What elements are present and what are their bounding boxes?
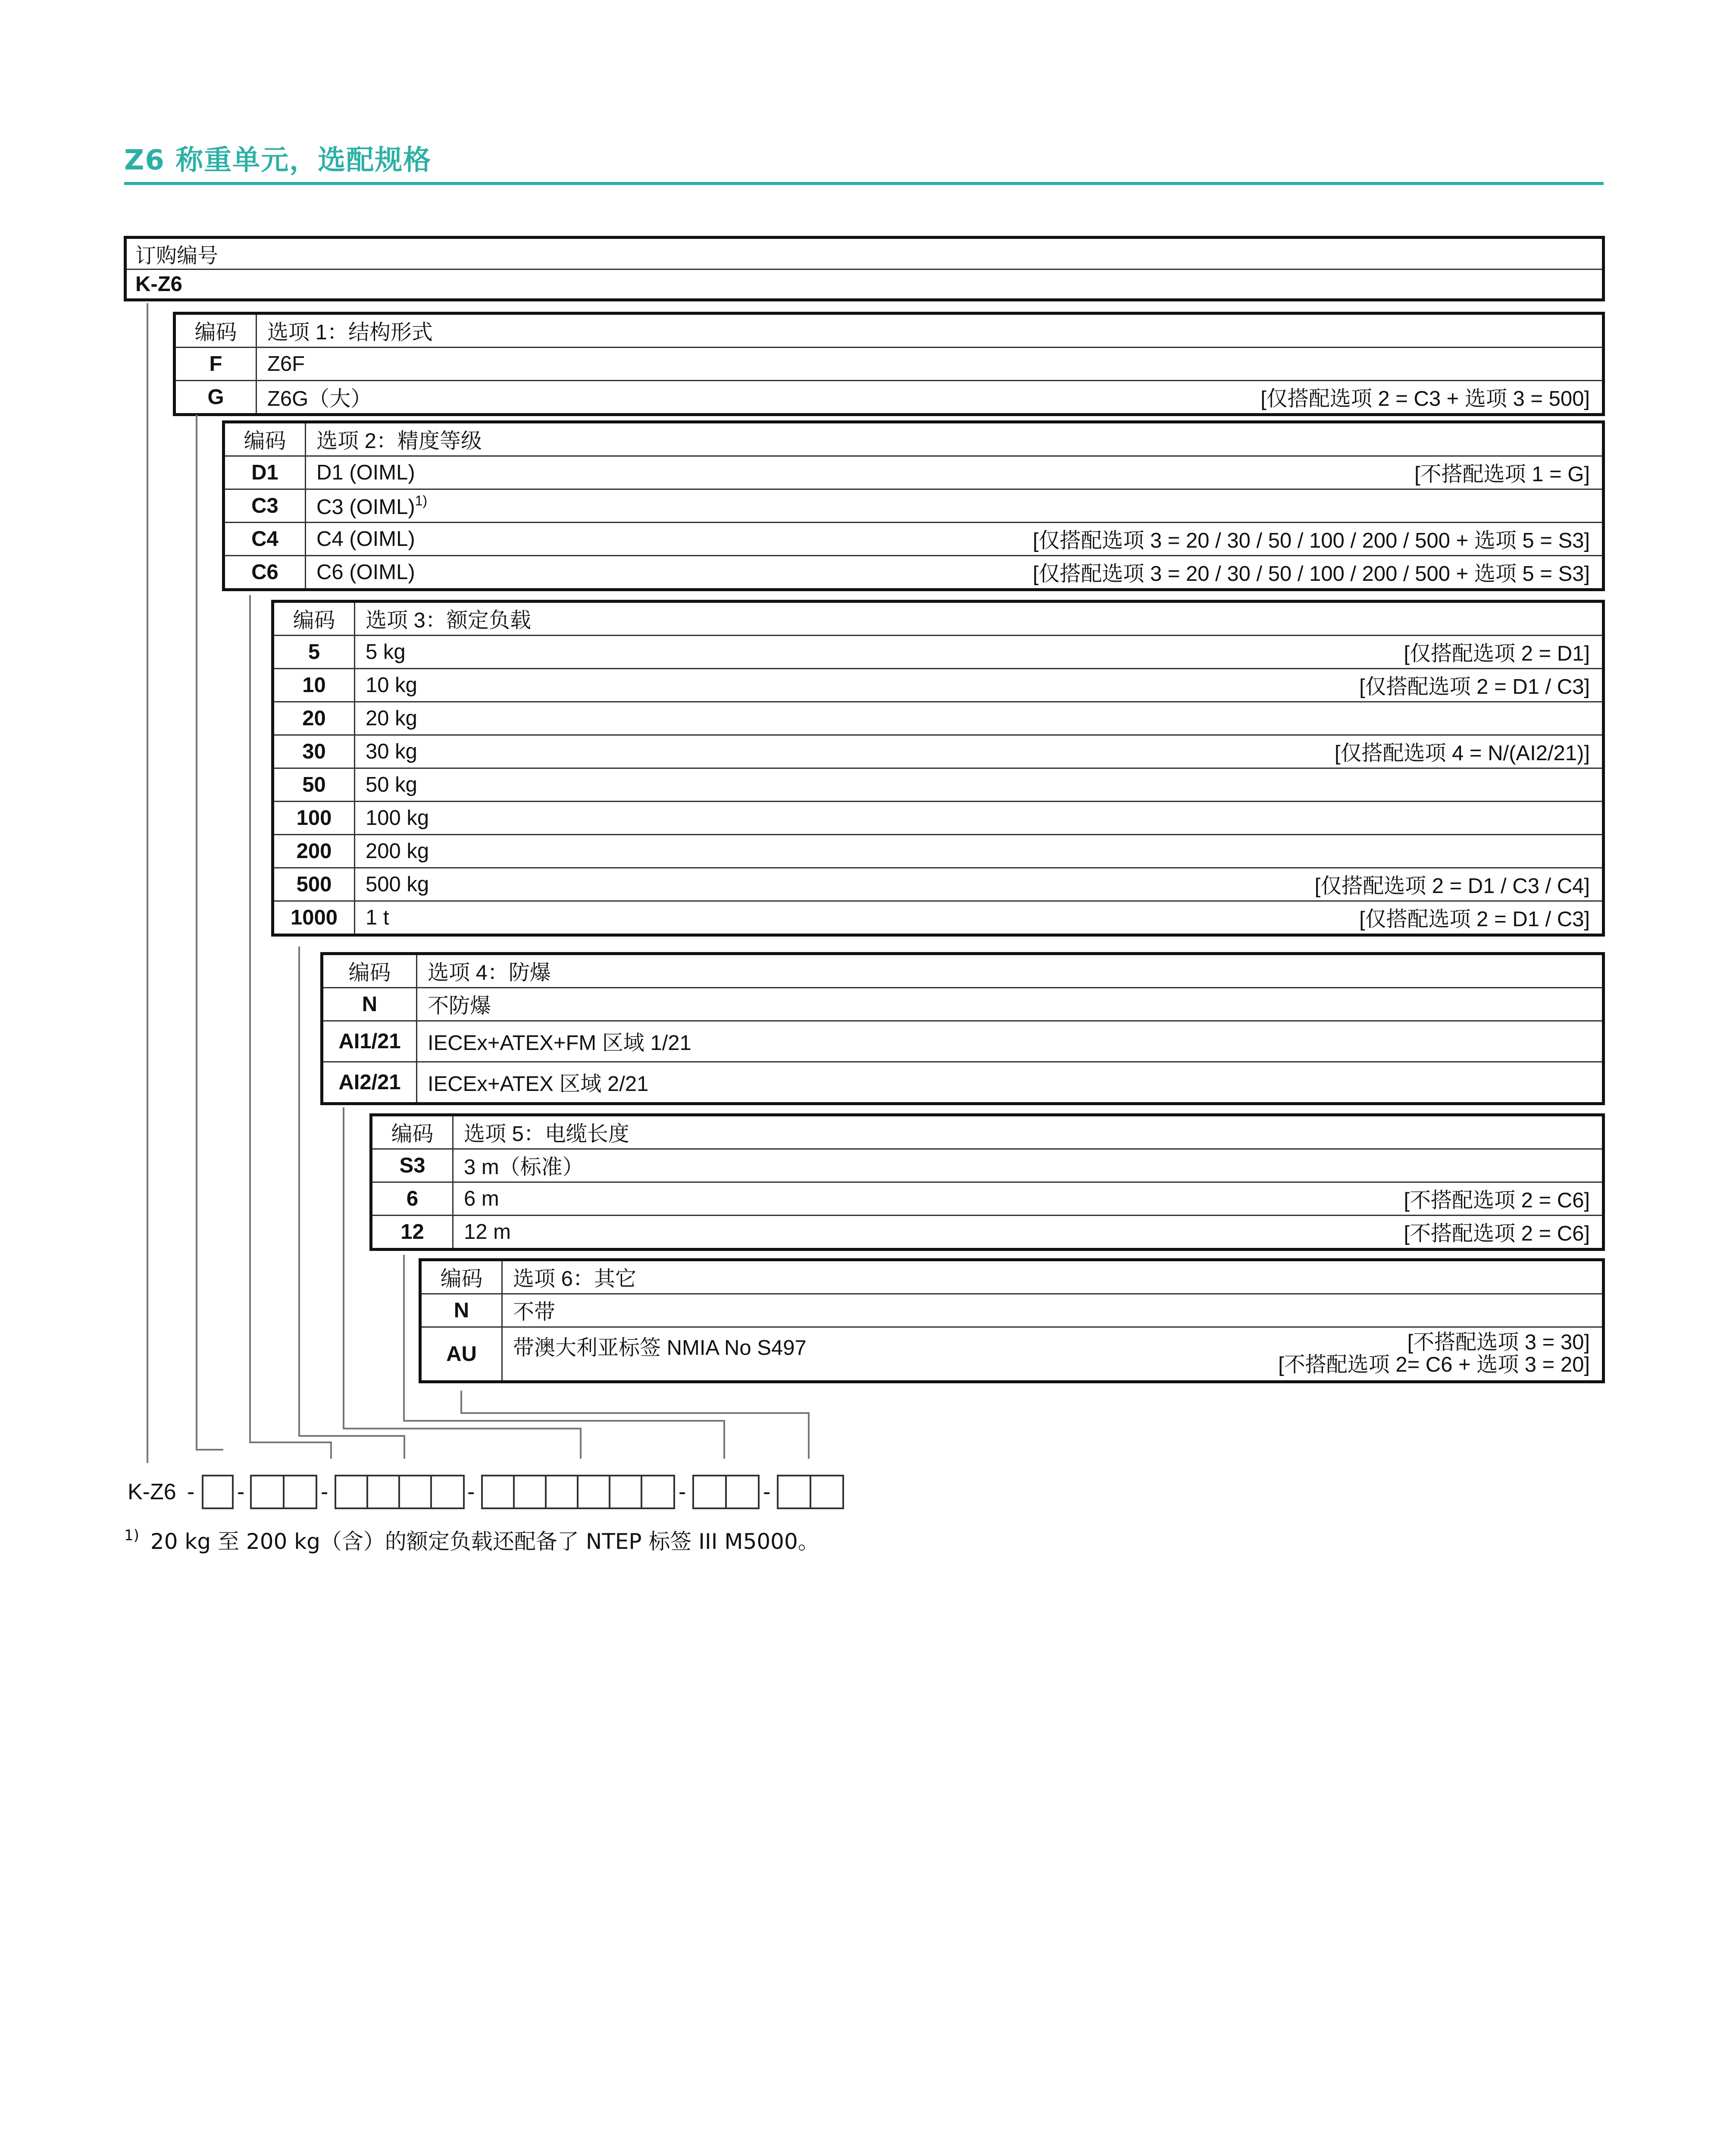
option-desc: 500 kg [366, 873, 429, 896]
option-note: [不搭配选项 1 = G] [1414, 463, 1590, 486]
option-note: [仅搭配选项 4 = N/(AI2/21)] [1334, 742, 1590, 765]
option-note: [仅搭配选项 2 = C3 + 选项 3 = 500] [1261, 387, 1590, 411]
code-entry-box[interactable] [577, 1475, 610, 1509]
code-separator: - [237, 1479, 245, 1504]
option-code: C6 [224, 556, 306, 590]
option-code: AU [420, 1327, 502, 1382]
connector-line [723, 1420, 725, 1459]
option-code: 12 [371, 1216, 453, 1250]
option-desc: 12 m [464, 1220, 511, 1244]
option-desc: 3 m（标准） [464, 1156, 584, 1179]
code-separator: - [467, 1479, 475, 1504]
footnote-mark: 1) [124, 1527, 139, 1544]
option-4-table [320, 952, 1605, 1105]
code-entry-box[interactable] [398, 1475, 432, 1509]
option-desc: D1 (OIML) [316, 461, 415, 484]
option-title: 选项 6：其它 [513, 1267, 636, 1291]
option-1-table [173, 312, 1605, 416]
code-entry-box[interactable] [366, 1475, 400, 1509]
option-desc: 30 kg [366, 740, 417, 763]
option-code: G [175, 381, 256, 415]
option-note: [仅搭配选项 2 = D1 / C3] [1359, 908, 1590, 931]
code-entry-box[interactable] [609, 1475, 642, 1509]
option-5-table [369, 1113, 1605, 1251]
option-note: [不搭配选项 3 = 30] [1407, 1331, 1590, 1354]
connector-line [147, 303, 148, 1463]
option-code: N [420, 1294, 502, 1327]
code-entry-box[interactable] [513, 1475, 547, 1509]
connector-line [249, 595, 251, 1442]
code-entry-box[interactable] [250, 1475, 285, 1509]
connector-line [404, 1435, 405, 1459]
option-2-table [222, 420, 1605, 591]
code-entry-box[interactable] [481, 1475, 515, 1509]
option-title: 选项 3：额定负载 [366, 609, 531, 632]
code-separator: - [763, 1479, 771, 1504]
code-entry-box[interactable] [430, 1475, 465, 1509]
option-desc: 不防爆 [428, 994, 491, 1018]
footnote-ref: 1) [415, 492, 428, 508]
option-desc: IECEx+ATEX 区域 2/21 [428, 1072, 649, 1096]
option-title: 选项 4：防爆 [428, 961, 551, 984]
connector-line [460, 1391, 462, 1413]
footnote-text: 20 kg 至 200 kg（含）的额定负载还配备了 NTEP 标签 III M5000。 [150, 1529, 820, 1554]
option-note-group [1278, 1331, 1590, 1376]
code-line-prefix: K-Z6 [128, 1479, 176, 1504]
code-header: 编码 [371, 1115, 453, 1149]
code-header: 编码 [224, 422, 306, 456]
option-code: C4 [224, 523, 306, 556]
option-3-table [271, 600, 1605, 937]
option-note: [不搭配选项 2 = C6] [1404, 1189, 1590, 1212]
option-code: 6 [371, 1182, 453, 1216]
order-number-label: 订购编号 [135, 244, 219, 267]
connector-line [808, 1412, 810, 1459]
connector-line [196, 1449, 223, 1451]
code-entry-box[interactable] [725, 1475, 760, 1509]
option-title: 选项 1：结构形式 [267, 321, 433, 344]
connector-line [196, 415, 197, 1450]
option-code: 30 [273, 735, 355, 768]
connector-line [343, 1107, 344, 1429]
code-separator: - [321, 1479, 328, 1504]
code-header: 编码 [175, 313, 256, 348]
code-header: 编码 [420, 1260, 502, 1294]
code-entry-box[interactable] [692, 1475, 727, 1509]
option-code: C3 [224, 489, 306, 523]
option-code: 100 [273, 802, 355, 835]
option-desc: C4 (OIML) [316, 527, 415, 551]
title-rule [124, 182, 1604, 185]
option-title: 选项 5：电缆长度 [464, 1122, 629, 1146]
option-desc: 不带 [513, 1300, 556, 1324]
code-separator: - [679, 1479, 686, 1504]
option-desc: C6 (OIML) [316, 561, 415, 584]
order-number-table [124, 236, 1605, 301]
option-desc: 10 kg [366, 674, 417, 697]
connector-line [330, 1442, 332, 1459]
option-note: [不搭配选项 2 = C6] [1404, 1222, 1590, 1245]
page-title: Z6 称重单元，选配规格 [124, 144, 432, 176]
option-code: AI1/21 [322, 1021, 417, 1062]
connector-line [298, 946, 300, 1436]
option-desc: 20 kg [366, 707, 417, 730]
option-note: [仅搭配选项 3 = 20 / 30 / 50 / 100 / 200 / 500 + 选项 5 = S3] [1032, 529, 1590, 552]
option-note: [仅搭配选项 2 = D1] [1404, 642, 1590, 665]
code-entry-box[interactable] [283, 1475, 317, 1509]
option-code: 200 [273, 835, 355, 868]
code-entry-box[interactable] [335, 1475, 368, 1509]
option-code: 50 [273, 768, 355, 802]
code-entry-box[interactable] [777, 1475, 811, 1509]
option-code: 10 [273, 669, 355, 702]
option-desc: IECEx+ATEX+FM 区域 1/21 [428, 1031, 691, 1055]
footnote [124, 1524, 820, 1555]
option-desc: 200 kg [366, 840, 429, 863]
option-code: D1 [224, 456, 306, 489]
option-desc: C3 (OIML) [316, 495, 415, 519]
option-title: 选项 2：精度等级 [316, 429, 482, 453]
code-separator: - [187, 1479, 195, 1504]
option-6-table [419, 1258, 1605, 1383]
option-code: 5 [273, 636, 355, 669]
option-code: S3 [371, 1149, 453, 1182]
option-code: AI2/21 [322, 1062, 417, 1104]
code-entry-box[interactable] [545, 1475, 579, 1509]
option-desc: Z6F [267, 352, 305, 376]
option-note: [仅搭配选项 2 = D1 / C3] [1359, 675, 1590, 699]
option-desc: 6 m [464, 1187, 499, 1210]
option-note: [仅搭配选项 2 = D1 / C3 / C4] [1314, 874, 1590, 898]
option-code: 20 [273, 702, 355, 735]
option-code: F [175, 348, 256, 381]
option-desc: 带澳大利亚标签 NMIA No S497 [513, 1336, 807, 1360]
option-desc: 5 kg [366, 640, 406, 664]
option-desc: 100 kg [366, 806, 429, 830]
connector-line [403, 1420, 724, 1422]
connector-line [580, 1428, 582, 1459]
option-code: 1000 [273, 901, 355, 935]
option-note: [仅搭配选项 3 = 20 / 30 / 50 / 100 / 200 / 500 + 选项 5 = S3] [1032, 562, 1590, 586]
code-header: 编码 [322, 954, 417, 988]
option-desc: 1 t [366, 906, 389, 929]
code-entry-box[interactable] [641, 1475, 675, 1509]
option-desc: 50 kg [366, 773, 417, 796]
option-note: [不搭配选项 2= C6 + 选项 3 = 20] [1278, 1353, 1590, 1376]
option-code: 500 [273, 868, 355, 901]
connector-line [460, 1412, 809, 1414]
option-code: N [322, 988, 417, 1021]
connector-line [403, 1255, 405, 1421]
order-number-model: K-Z6 [125, 270, 1604, 300]
code-entry-box[interactable] [202, 1475, 234, 1509]
connector-line [249, 1442, 331, 1443]
code-header: 编码 [273, 602, 355, 636]
code-entry-box[interactable] [810, 1475, 844, 1509]
connector-line [343, 1428, 581, 1429]
connector-line [298, 1435, 404, 1437]
option-desc: Z6G（大） [267, 387, 372, 411]
